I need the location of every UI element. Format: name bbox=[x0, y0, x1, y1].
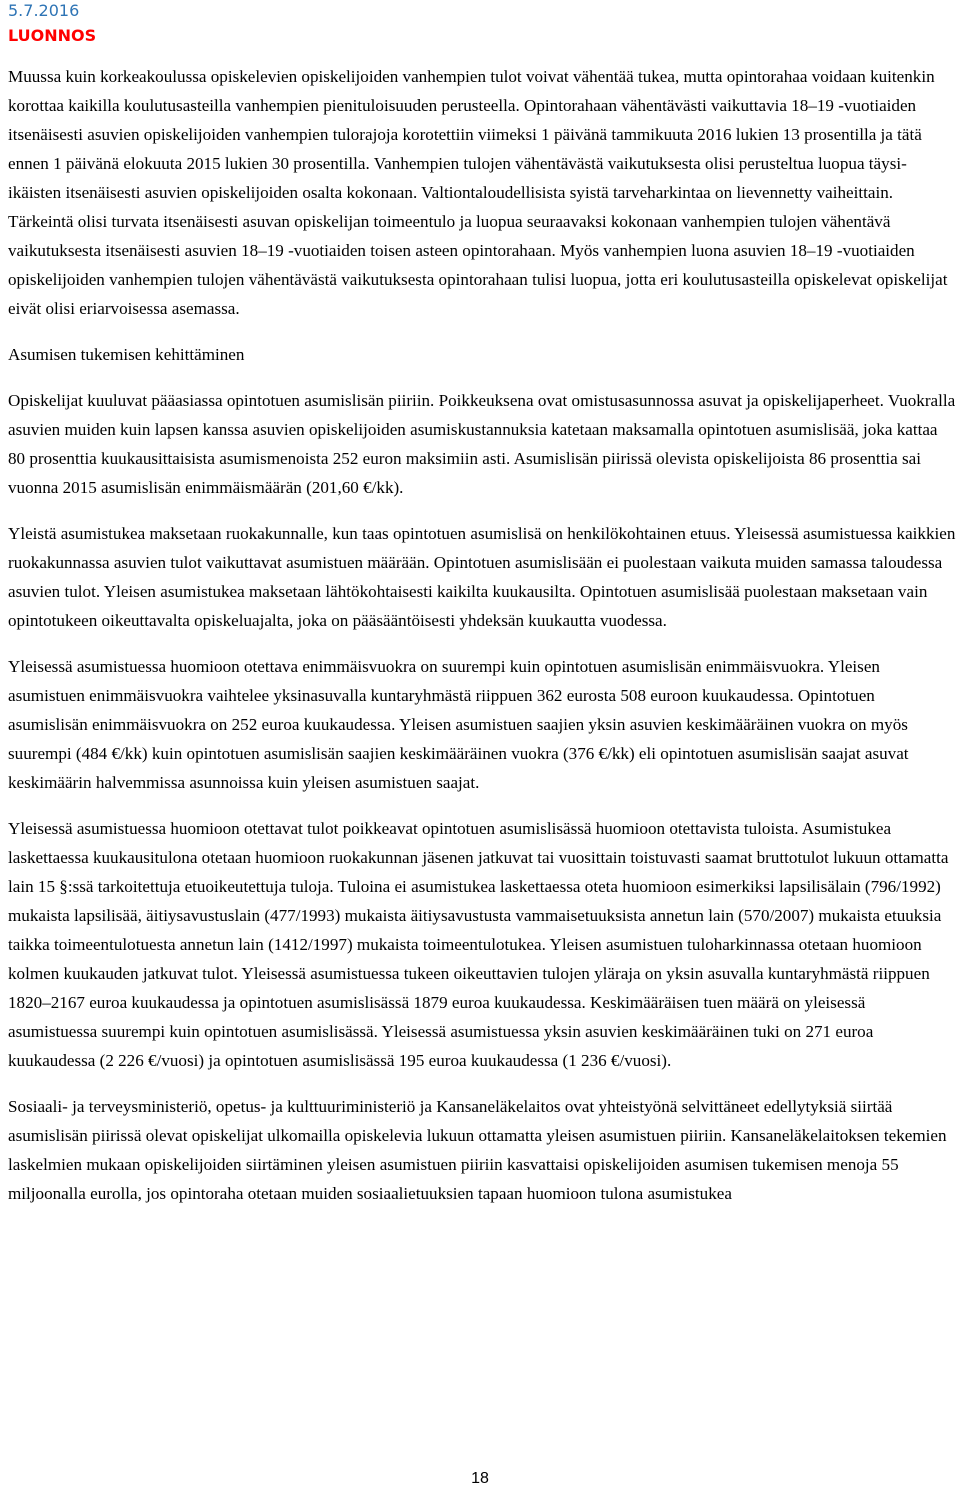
paragraph-general-housing-allowance: Yleistä asumistukea maksetaan ruokakunnalle, kun taas opintotuen asumislisä on henkilökohtainen etuus. Yleisessä asumistuessa kaikkien ruokakunnassa asuvien tulot vaikuttavat asumistuen määrään. Opintotuen asumislisään ei puolestaan vaikuta muiden samassa taloudessa asuvien tulot. Yleisen asumistukea maksetaan lähtökohtaisesti kaikilta kuukausilta. Opintotuen asumislisää puolestaan maksetaan vain opintotukeen oikeuttavalta opiskeluajalta, joka on pääsääntöisesti yhdeksän kuukautta vuodessa. bbox=[8, 524, 956, 630]
paragraph-parental-income: Muussa kuin korkeakoulussa opiskelevien opiskelijoiden vanhempien tulot voivat vähentää tukea, mutta opintorahaa voidaan kuitenkin korottaa kaikilla koulutusasteilla vanhempien pienituloisuuden perusteella. Opintorahaan vähentävästi vaikuttavia 18–19 -vuotiaiden itsenäisesti asuvien opiskelijoiden vanhempien tulorajoja korotettiin viimeksi 1 päivänä tammikuuta 2016 lukien 13 prosentilla ja tätä ennen 1 päivänä elokuuta 2015 lukien 30 prosentilla. Vanhempien tulojen vähentävästä vaikutuksesta olisi perusteltua luopua täysi-ikäisten itsenäisesti asuvien opiskelijoiden osalta kokonaan. Valtiontaloudellisista syistä tarveharkintaa on lievennetty vaiheittain. Tärkeintä olisi turvata itsenäisesti asuvan opiskelijan toimeentulo ja luopua seuraavaksi kokonaan vanhempien tulojen vähentävä vaikutuksesta itsenäisesti asuvien 18–19 -vuotiaiden toisen asteen opintorahaan. Myös vanhempien luona asuvien 18–19 -vuotiaiden opiskelijoiden vanhempien tulojen vähentävästä vaikutuksesta opintorahaan tulisi luopua, jotta eri koulutusasteilla opiskelevat opiskelijat eivät olisi eriarvoisessa asemassa. bbox=[8, 67, 948, 318]
paragraph-ministry-study: Sosiaali- ja terveysministeriö, opetus- ja kulttuuriministeriö ja Kansaneläkelaitos ovat yhteistyönä selvittäneet edellytyksiä siirtää asumislisän piirissä olevat opiskelijat ulkomailla opiskelevia lukuun ottamatta yleisen asumistuen piiriin. Kansaneläkelaitoksen tekemien laskelmien mukaan opiskelijoiden siirtäminen yleisen asumistuen piiriin kasvattaisi opiskelijoiden asumisen tukemisen menoja 55 miljoonalla eurolla, jos opintoraha otetaan muiden sosiaalietuuksien tapaan huomioon tulona asumistukea bbox=[8, 1097, 947, 1203]
paragraph-income-rules: Yleisessä asumistuessa huomioon otettavat tulot poikkeavat opintotuen asumislisässä huomioon otettavista tuloista. Asumistukea laskettaessa kuukausitulona otetaan huomioon ruokakunnan jäsenen jatkuvat tai vuosittain toistuvasti saamat bruttotulot lukuun ottamatta lain 15 §:ssä tarkoitettuja etuoikeutettuja tuloja. Tuloina ei asumistukea laskettaessa oteta huomioon esimerkiksi lapsilisälain (796/1992) mukaista lapsilisää, äitiysavustuslain (477/1993) mukaista äitiysavustusta vammaisetuuksista annetun lain (570/2007) mukaista etuuksia taikka toimeentulotuesta annetun lain (1412/1997) mukaista toimeentulotukea. Yleisen asumistuen tuloharkinnassa otetaan huomioon kolmen kuukauden jatkuvat tulot. Yleisessä asumistuessa tukeen oikeuttavien tulojen yläraja on yksin asuvalla kuntaryhmästä riippuen 1820–2167 euroa kuukaudessa ja opintotuen asumislisässä 1879 euroa kuukaudessa. Keskimääräisen tuen määrä on yleisessä asumistuessa suurempi kuin opintotuen asumislisässä. Yleisessä asumistuessa yksin asuvien keskimääräinen tuki on 271 euroa kuukaudessa (2 226 €/vuosi) ja opintotuen asumislisässä 195 euroa kuukaudessa (1 236 €/vuosi). bbox=[8, 819, 949, 1070]
paragraph-housing-supplement: Opiskelijat kuuluvat pääasiassa opintotuen asumislisän piiriin. Poikkeuksena ovat omistusasunnossa asuvat ja opiskelijaperheet. Vuokralla asuvien muiden kuin lapsen kanssa asuvien opiskelijoiden asumiskustannuksia katetaan maksamalla opintotuen asumislisää, joka kattaa 80 prosenttia kuukausittaisista asumismenoista 252 euron maksimiin asti. Asumislisän piirissä olevista opiskelijoista 86 prosenttia sai vuonna 2015 asumislisän enimmäismäärän (201,60 €/kk). bbox=[8, 391, 956, 497]
section-heading-housing: Asumisen tukemisen kehittäminen bbox=[8, 345, 245, 364]
page-header bbox=[8, 0, 96, 47]
paragraph-maximum-rent: Yleisessä asumistuessa huomioon otettava enimmäisvuokra on suurempi kuin opintotuen asumislisän enimmäisvuokra. Yleisen asumistuen enimmäisvuokra vaihtelee yksinasuvalla kuntaryhmästä riippuen 362 eurosta 508 euroon kuukaudessa. Opintotuen asumislisän enimmäisvuokra on 252 euroa kuukaudessa. Yleisen asumistuen saajien yksin asuvien keskimääräinen vuokra on myös suurempi (484 €/kk) kuin opintotuen asumislisän saajien keskimääräinen vuokra (376 €/kk) eli opintotuen asumislisän saajat asuvat keskimäärin halvemmissa asunnoissa kuin yleisen asumistuen saajat. bbox=[8, 657, 909, 792]
draft-label: LUONNOS bbox=[8, 26, 97, 45]
document-body bbox=[8, 62, 956, 1225]
header-date: 5.7.2016 bbox=[8, 1, 80, 20]
page-number: 18 bbox=[471, 1470, 489, 1487]
